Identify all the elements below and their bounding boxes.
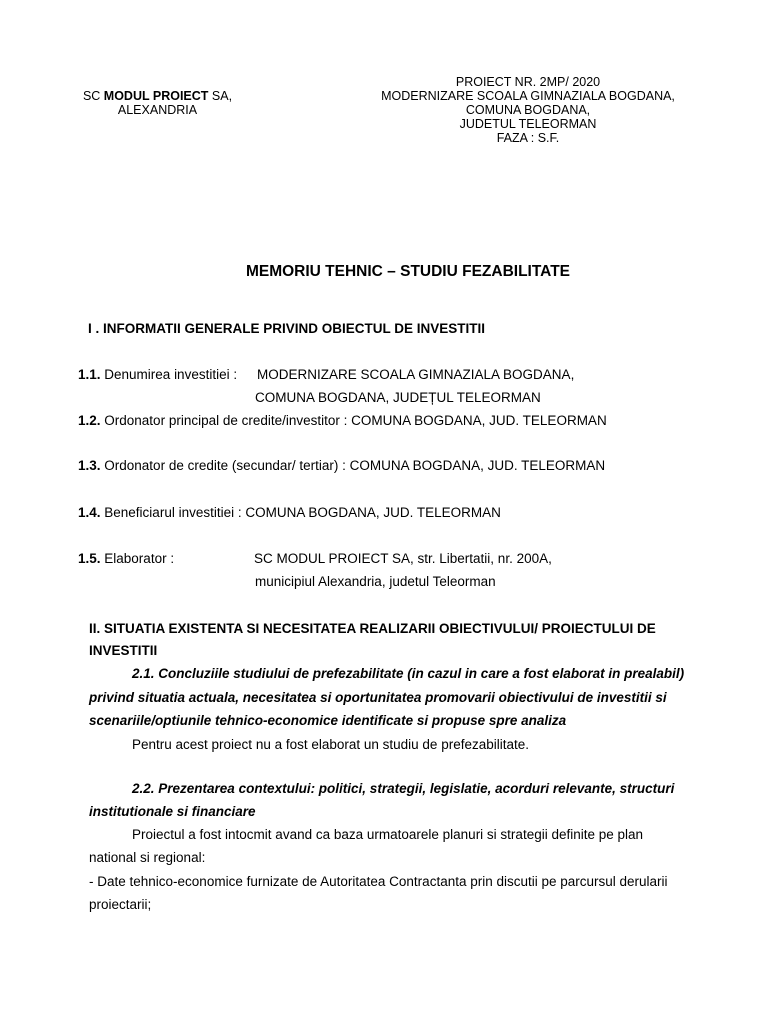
item-1-1-value: MODERNIZARE SCOALA GIMNAZIALA BOGDANA,: [257, 367, 575, 382]
header-left: [60, 89, 255, 117]
company-line: SC MODUL PROIECT SA,: [82, 89, 233, 103]
project-phase: FAZA : S.F.: [496, 131, 560, 145]
sub-2-1-line2: privind situatia actuala, necesitatea si oportunitatea promovarii obiectivului de investitii si: [89, 690, 667, 705]
header-right: [368, 75, 688, 145]
section2-heading: II. SITUATIA EXISTENTA SI NECESITATEA REALIZARII OBIECTIVULUI/ PROIECTULUI DE: [89, 621, 656, 636]
section2-heading-cont: INVESTITII: [89, 643, 158, 658]
sub-2-2-line1: 2.2. Prezentarea contextului: politici, strategii, legislatie, acorduri relevante, structuri: [132, 781, 675, 796]
sub-2-1-line3: scenariile/optiunile tehnico-economice identificate si propuse spre analiza: [89, 713, 567, 728]
item-1-5-value: SC MODUL PROIECT SA, str. Libertatii, nr. 200A,: [254, 551, 552, 566]
sub-2-1-line1: 2.1. Concluziile studiului de prefezabilitate (in cazul in care a fost elaborat in prealabil): [132, 666, 685, 681]
item-1-3: 1.3. Ordonator de credite (secundar/ tertiar) : COMUNA BOGDANA, JUD. TELEORMAN: [78, 458, 606, 473]
project-name: MODERNIZARE SCOALA GIMNAZIALA BOGDANA,: [381, 89, 675, 103]
item-1-2: 1.2. Ordonator principal de credite/investitor : COMUNA BOGDANA, JUD. TELEORMAN: [78, 413, 607, 428]
document-title: MEMORIU TEHNIC – STUDIU FEZABILITATE: [245, 263, 571, 280]
item-1-1: 1.1. Denumirea investitiei :: [78, 367, 238, 382]
sub-2-2-line2: institutionale si financiare: [89, 804, 256, 819]
project-county: JUDETUL TELEORMAN: [459, 117, 597, 131]
sub-2-2-bullet2: proiectarii;: [89, 897, 152, 912]
company-name: MODUL PROIECT: [103, 89, 209, 103]
project-commune: COMUNA BOGDANA,: [465, 103, 591, 117]
item-1-5-value2: municipiul Alexandria, judetul Teleorman: [255, 574, 496, 589]
sub-2-1-body: Pentru acest proiect nu a fost elaborat un studiu de prefezabilitate.: [132, 737, 529, 752]
sub-2-2-body1: Proiectul a fost intocmit avand ca baza urmatoarele planuri si strategii definite pe plan: [132, 827, 644, 842]
item-1-1-value2: COMUNA BOGDANA, JUDEȚUL TELEORMAN: [255, 390, 541, 405]
sub-2-2-bullet1: - Date tehnico-economice furnizate de Autoritatea Contractanta prin discutii pe parcursul derularii: [89, 874, 668, 889]
section1-heading: I . INFORMATII GENERALE PRIVIND OBIECTUL DE INVESTITII: [88, 321, 486, 336]
item-1-4: 1.4. Beneficiarul investitiei : COMUNA BOGDANA, JUD. TELEORMAN: [78, 505, 501, 520]
sub-2-2-body2: national si regional:: [89, 850, 206, 865]
project-number: PROIECT NR. 2MP/ 2020: [455, 75, 601, 89]
item-1-5: 1.5. Elaborator :: [78, 551, 175, 566]
company-city: ALEXANDRIA: [117, 103, 198, 117]
